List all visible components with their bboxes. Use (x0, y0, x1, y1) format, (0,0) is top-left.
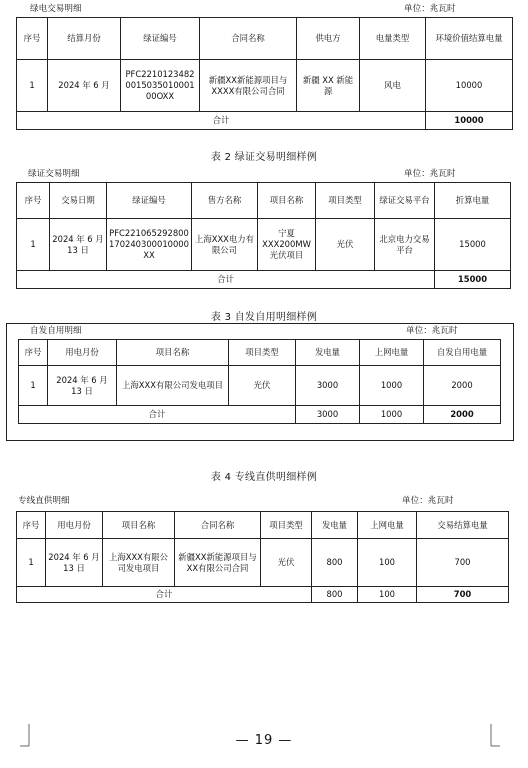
t1-h-cert: 绿证编号 (121, 18, 200, 60)
t3-h-self: 自发自用电量 (424, 340, 501, 366)
t2-h-project: 项目名称 (258, 183, 316, 219)
t4-c-month: 2024 年 6 月 13 日 (46, 539, 103, 587)
t4-c-project: 上海XXX有限公司发电项目 (103, 539, 175, 587)
t3-total-label: 合计 (19, 406, 296, 424)
t4-c-ptype: 光伏 (261, 539, 312, 587)
t3-total-gen: 3000 (296, 406, 360, 424)
t2-c-date: 2024 年 6 月 13 日 (50, 219, 107, 271)
t2-h-amount: 折算电量 (435, 183, 511, 219)
t4-c-gen: 800 (312, 539, 358, 587)
t1-c-contract: 新疆XX新能源项目与XXXX有限公司合同 (200, 60, 297, 112)
t4-total-settle: 700 (417, 587, 509, 603)
table2-caption: 表 2 绿证交易明细样例 (210, 152, 318, 163)
t4-h-ptype: 项目类型 (261, 512, 312, 539)
t3-c-seq: 1 (19, 366, 48, 406)
table3 (18, 339, 501, 424)
t1-h-supplier: 供电方 (297, 18, 360, 60)
t2-h-seq: 序号 (17, 183, 50, 219)
t4-c-grid: 100 (358, 539, 417, 587)
t4-h-project: 项目名称 (103, 512, 175, 539)
t1-h-amount: 环境价值结算电量 (426, 18, 513, 60)
t4-total-gen: 800 (312, 587, 358, 603)
t3-total-grid: 1000 (360, 406, 424, 424)
table4 (16, 511, 509, 603)
t1-c-amount: 10000 (426, 60, 513, 112)
table3-title: 自发自用明细 (30, 326, 82, 336)
t4-c-seq: 1 (17, 539, 46, 587)
t3-h-project: 项目名称 (117, 340, 229, 366)
t1-h-type: 电量类型 (360, 18, 426, 60)
t2-h-platform: 绿证交易平台 (375, 183, 435, 219)
t4-c-contract: 新疆XX新能源项目与XX有限公司合同 (175, 539, 261, 587)
t2-h-ptype: 项目类型 (316, 183, 375, 219)
t2-c-amount: 15000 (435, 219, 511, 271)
t2-h-cert: 绿证编号 (107, 183, 192, 219)
t4-h-month: 用电月份 (46, 512, 103, 539)
t2-total-label: 合计 (17, 271, 435, 289)
table2-title: 绿证交易明细 (28, 169, 80, 179)
t2-c-seq: 1 (17, 219, 50, 271)
table2-unit: 单位：兆瓦时 (404, 169, 456, 179)
t4-h-contract: 合同名称 (175, 512, 261, 539)
table1-unit: 单位：兆瓦时 (404, 4, 456, 14)
t3-c-ptype: 光伏 (229, 366, 296, 406)
t2-c-platform: 北京电力交易平台 (375, 219, 435, 271)
table1-title: 绿电交易明细 (30, 4, 82, 14)
table2 (16, 182, 511, 289)
t4-c-settle: 700 (417, 539, 509, 587)
t3-h-grid: 上网电量 (360, 340, 424, 366)
t4-h-grid: 上网电量 (358, 512, 417, 539)
t3-h-gen: 发电量 (296, 340, 360, 366)
t2-c-project: 宁夏XXX200MW光伏项目 (258, 219, 316, 271)
table3-unit: 单位：兆瓦时 (406, 326, 458, 336)
t3-c-month: 2024 年 6 月 13 日 (48, 366, 117, 406)
table1 (16, 17, 513, 130)
table4-title: 专线直供明细 (18, 496, 70, 506)
t1-c-type: 风电 (360, 60, 426, 112)
t2-h-seller: 售方名称 (192, 183, 258, 219)
t1-c-supplier: 新疆 XX 新能源 (297, 60, 360, 112)
t1-total-label: 合计 (17, 112, 426, 130)
t4-total-grid: 100 (358, 587, 417, 603)
t3-c-project: 上海XXX有限公司发电项目 (117, 366, 229, 406)
t4-h-gen: 发电量 (312, 512, 358, 539)
t3-h-month: 用电月份 (48, 340, 117, 366)
table4-unit: 单位：兆瓦时 (402, 496, 454, 506)
t4-h-settle: 交易结算电量 (417, 512, 509, 539)
t2-h-date: 交易日期 (50, 183, 107, 219)
t3-total-self: 2000 (424, 406, 501, 424)
t1-c-cert: PFC2210123482001503501000100OXX (121, 60, 200, 112)
t1-h-seq: 序号 (17, 18, 48, 60)
table3-caption: 表 3 自发自用明细样例 (210, 312, 318, 323)
t4-total-label: 合计 (17, 587, 312, 603)
t3-h-ptype: 项目类型 (229, 340, 296, 366)
t1-h-month: 结算月份 (48, 18, 121, 60)
t2-c-ptype: 光伏 (316, 219, 375, 271)
t2-c-seller: 上海XXX电力有限公司 (192, 219, 258, 271)
t3-c-self: 2000 (424, 366, 501, 406)
t3-c-grid: 1000 (360, 366, 424, 406)
page-number: — 19 — (235, 733, 293, 748)
t2-total-value: 15000 (435, 271, 511, 289)
t1-c-month: 2024 年 6 月 (48, 60, 121, 112)
t1-c-seq: 1 (17, 60, 48, 112)
t1-h-contract: 合同名称 (200, 18, 297, 60)
t4-h-seq: 序号 (17, 512, 46, 539)
t3-h-seq: 序号 (19, 340, 48, 366)
t3-c-gen: 3000 (296, 366, 360, 406)
t1-total-value: 10000 (426, 112, 513, 130)
t2-c-cert: PFC221065292800170240300010000XX (107, 219, 192, 271)
table4-caption: 表 4 专线直供明细样例 (210, 472, 318, 483)
